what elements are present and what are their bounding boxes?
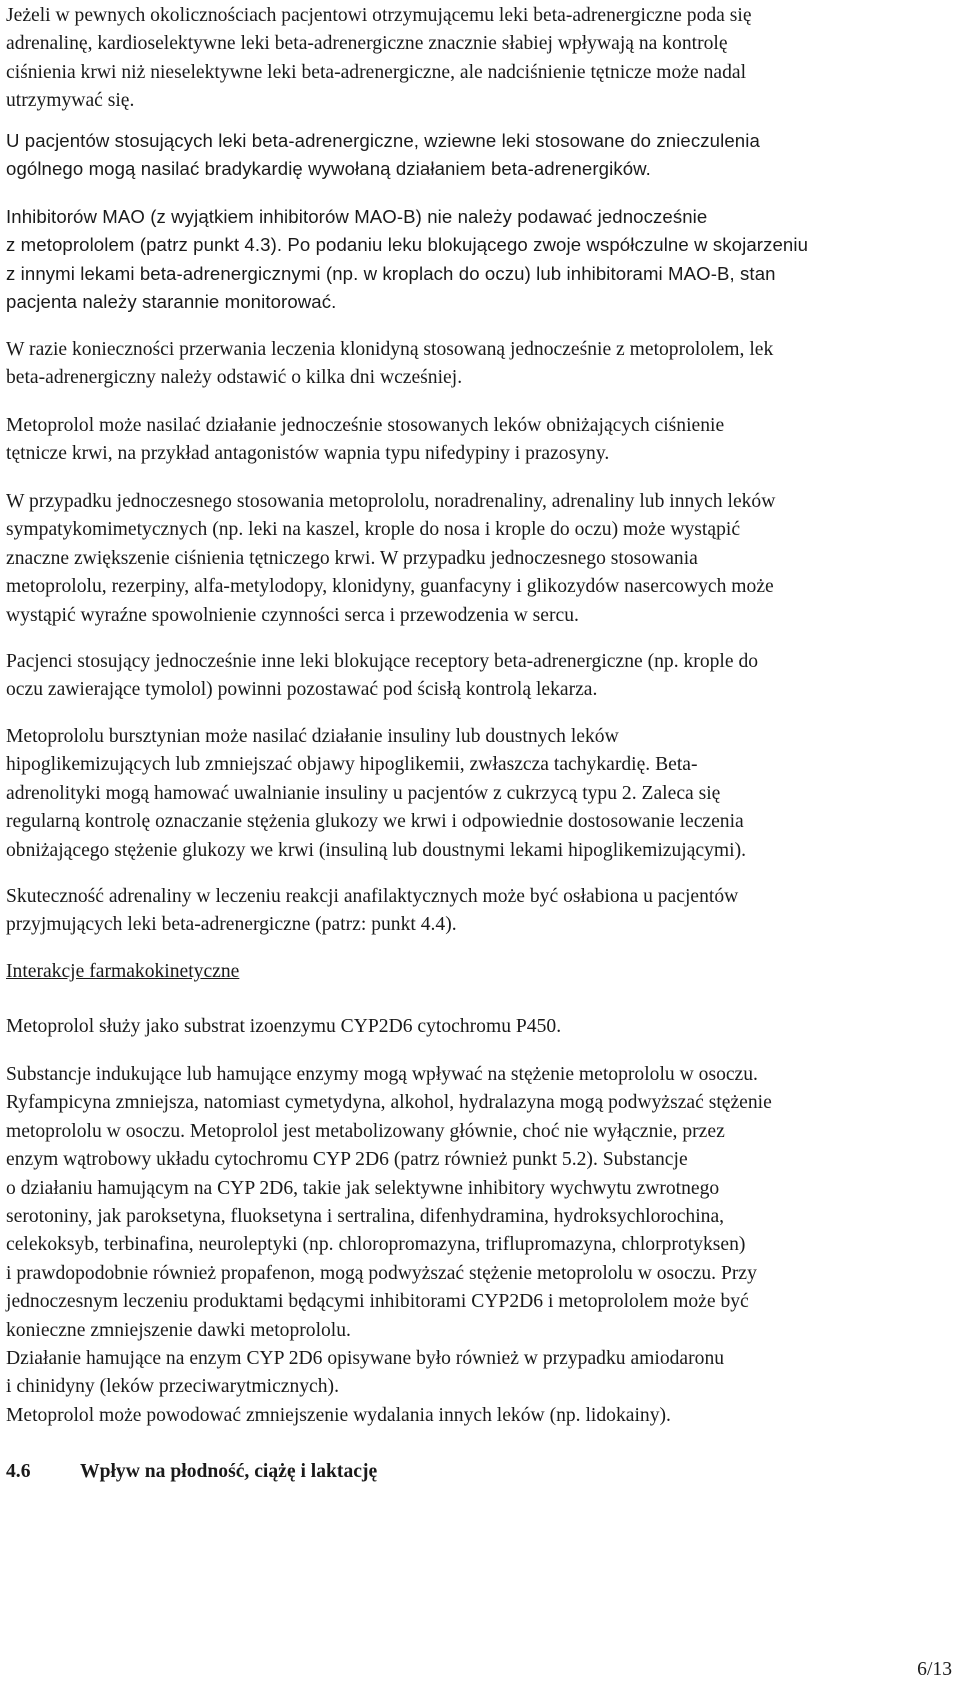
- text-line: ogólnego mogą nasilać bradykardię wywołaną działaniem beta-adrenergików.: [6, 158, 651, 180]
- text-line: enzym wątrobowy układu cytochromu CYP 2D6 (patrz również punkt 5.2). Substancje: [6, 1149, 688, 1171]
- text-line: tętnicze krwi, na przykład antagonistów wapnia typu nifedypiny i prazosyny.: [6, 443, 610, 465]
- text-line: z innymi lekami beta-adrenergicznymi (np. w kroplach do oczu) lub inhibitorami MAO-B, stan: [6, 262, 776, 284]
- text-line: Metoprolol może nasilać działanie jednocześnie stosowanych leków obniżających ciśnienie: [6, 415, 725, 436]
- text-line: metoprololu, rezerpiny, alfa-metylodopy, klonidyny, guanfacyny i glikozydów nasercowych może: [6, 576, 774, 598]
- text-line: konieczne zmniejszenie dawki metoprololu.: [6, 1319, 351, 1341]
- text-line: znaczne zwiększenie ciśnienia tętniczego krwi. W przypadku jednoczesnego stosowania: [6, 547, 698, 569]
- paragraph-mao-inhibitors: [6, 203, 906, 317]
- text-line: Jeżeli w pewnych okolicznościach pacjentowi otrzymującemu leki beta-adrenergiczne poda się: [6, 5, 752, 26]
- text-line: sympatykomimetycznych (np. leki na kaszel, krople do nosa i krople do oczu) może wystąpić: [6, 519, 741, 541]
- section-heading: [6, 1458, 906, 1486]
- text-line: Ryfampicyna zmniejsza, natomiast cymetydyna, alkohol, hydralazyna mogą podwyższać stężenie: [6, 1092, 772, 1114]
- text-line: metoprololu w osoczu. Metoprolol jest metabolizowany głównie, choć nie wyłącznie, przez: [6, 1120, 725, 1142]
- text-line: pacjenta należy starannie monitorować.: [6, 291, 337, 313]
- text-line: obniżającego stężenie glukozy we krwi (insuliną lub doustnymi lekami hipoglikemizującymi).: [6, 839, 747, 861]
- paragraph-hypotensive-drugs: [6, 412, 906, 469]
- text-line: ciśnienia krwi niż nieselektywne leki beta-adrenergiczne, ale nadciśnienie tętnicze może nadal: [6, 61, 747, 83]
- text-line: hipoglikemizujących lub zmniejszać objawy hipoglikemii, zwłaszcza tachykardię. Beta-: [6, 754, 698, 776]
- section-title: Wpływ na płodność, ciążę i laktację: [80, 1461, 378, 1482]
- paragraph-other-beta-blockers: [6, 648, 906, 705]
- text-line: wystąpić wyraźne spowolnienie czynności serca i przewodzenia w sercu.: [6, 604, 579, 626]
- text-line: utrzymywać się.: [6, 90, 135, 112]
- text-line: i chinidyny (leków przeciwarytmicznych).: [6, 1376, 339, 1398]
- page-number: 6/13: [917, 1659, 952, 1680]
- paragraph-clonidine: [6, 336, 906, 393]
- text-line: U pacjentów stosujących leki beta-adrenergiczne, wziewne leki stosowane do znieczulenia: [6, 130, 760, 151]
- text-line: adrenolityki mogą hamować uwalnianie insuliny u pacjentów z cukrzycą typu 2. Zaleca się: [6, 782, 721, 804]
- text-line: przyjmujących leki beta-adrenergiczne (patrz: punkt 4.4).: [6, 914, 457, 936]
- text-line: jednoczesnym leczeniu produktami będącymi inhibitorami CYP2D6 i metoprololem może być: [6, 1291, 749, 1313]
- text-line: Metoprolol może powodować zmniejszenie wydalania innych leków (np. lidokainy).: [6, 1405, 671, 1426]
- text-line: Działanie hamujące na enzym CYP 2D6 opisywane było również w przypadku amiodaronu: [6, 1348, 725, 1370]
- text-line: W przypadku jednoczesnego stosowania metoprololu, noradrenaliny, adrenaliny lub innych leków: [6, 491, 776, 512]
- text-line: Metoprolol służy jako substrat izoenzymu CYP2D6 cytochromu P450.: [6, 1016, 562, 1037]
- text-line: serotoniny, jak paroksetyna, fluoksetyna i sertralina, difenhydramina, hydroksychlorochina,: [6, 1206, 725, 1228]
- text-line: regularną kontrolę oznaczanie stężenia glukozy we krwi i odpowiednie dostosowanie leczenia: [6, 811, 744, 833]
- paragraph-adrenaline-anaphylaxis: [6, 883, 906, 940]
- text-line: Skuteczność adrenaliny w leczeniu reakcji anafilaktycznych może być osłabiona u pacjentów: [6, 886, 739, 907]
- text-line: Pacjenci stosujący jednocześnie inne leki blokujące receptory beta-adrenergiczne (np. krople do: [6, 651, 759, 672]
- text-line: i prawdopodobnie również propafenon, mogą podwyższać stężenie metoprololu w osoczu. Przy: [6, 1262, 757, 1284]
- text-line: Metoprololu bursztynian może nasilać działanie insuliny lub doustnych leków: [6, 726, 619, 747]
- paragraph-beta-blockers-adrenaline: [6, 2, 906, 116]
- text-line: Inhibitorów MAO (z wyjątkiem inhibitorów MAO-B) nie należy podawać jednocześnie: [6, 206, 708, 227]
- text-line: beta-adrenergiczny należy odstawić o kilka dni wcześniej.: [6, 367, 463, 389]
- text-line: oczu zawierające tymolol) powinni pozostawać pod ścisłą kontrolą lekarza.: [6, 679, 598, 701]
- paragraph-inhaled-anesthetics: [6, 127, 906, 184]
- text-line: Interakcje farmakokinetyczne: [6, 961, 240, 982]
- paragraph-lidocaine: [6, 1402, 906, 1430]
- paragraph-insulin-hypoglycemia: [6, 723, 906, 865]
- section-number: 4.6: [6, 1461, 31, 1482]
- paragraph-enzyme-inducers-inhibitors: [6, 1061, 906, 1402]
- text-line: Substancje indukujące lub hamujące enzymy mogą wpływać na stężenie metoprololu w osoczu.: [6, 1064, 758, 1085]
- text-line: z metoprololem (patrz punkt 4.3). Po podaniu leku blokującego zwoje współczulne w skojarzeniu: [6, 234, 809, 256]
- text-line: W razie konieczności przerwania leczenia klonidyną stosowaną jednocześnie z metoprololem, lek: [6, 339, 774, 360]
- text-line: adrenalinę, kardioselektywne leki beta-adrenergiczne znacznie słabiej wpływają na kontrolę: [6, 33, 728, 55]
- text-line: o działaniu hamującym na CYP 2D6, takie jak selektywne inhibitory wychwytu zwrotnego: [6, 1177, 720, 1199]
- paragraph-sympathomimetics: [6, 488, 906, 630]
- paragraph-cyp2d6-substrate: [6, 1013, 906, 1041]
- subheading-pharmacokinetic-interactions: [6, 958, 906, 986]
- text-line: celekoksyb, terbinafina, neuroleptyki (np. chloropromazyna, triflupromazyna, chlorprotyksen): [6, 1234, 746, 1256]
